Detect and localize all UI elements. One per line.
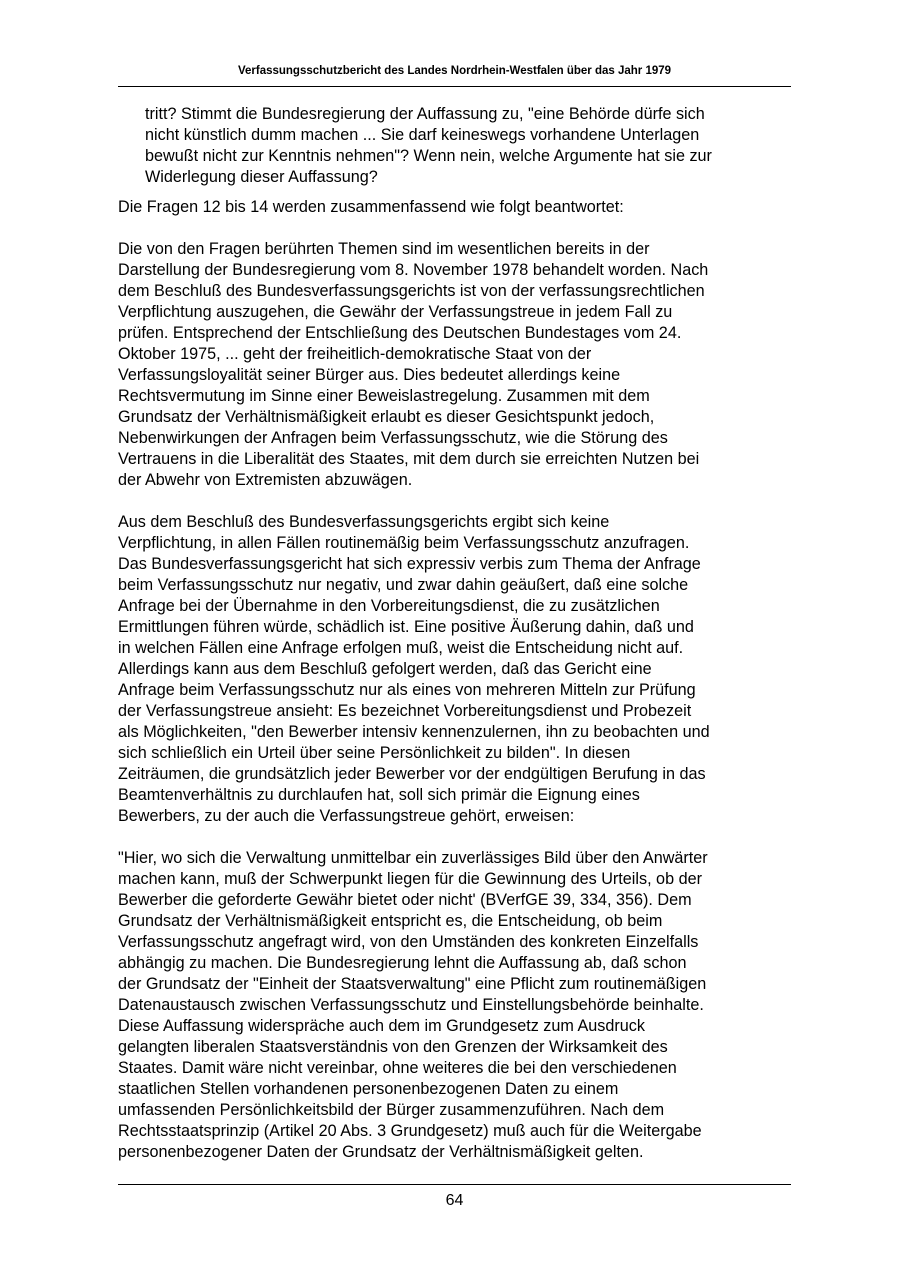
text-line: der Grundsatz der "Einheit der Staatsverwaltung" eine Pflicht zum routinemäßigen bbox=[118, 975, 707, 993]
text-line: Bewerbers, zu der auch die Verfassungstreue gehört, erweisen: bbox=[118, 807, 575, 825]
text-line: Nebenwirkungen der Anfragen beim Verfassungsschutz, wie die Störung des bbox=[118, 429, 668, 447]
text-line: Anfrage bei der Übernahme in den Vorbereitungsdienst, die zu zusätzlichen bbox=[118, 597, 660, 615]
text-line: Das Bundesverfassungsgericht hat sich expressiv verbis zum Thema der Anfrage bbox=[118, 555, 701, 573]
text-line: machen kann, muß der Schwerpunkt liegen für die Gewinnung des Urteils, ob der bbox=[118, 870, 702, 888]
text-line: Verfassungsloyalität seiner Bürger aus. Dies bedeutet allerdings keine bbox=[118, 366, 621, 384]
text-line: beim Verfassungsschutz nur negativ, und zwar dahin geäußert, daß eine solche bbox=[118, 576, 689, 594]
text-line: Allerdings kann aus dem Beschluß gefolgert werden, daß das Gericht eine bbox=[118, 660, 652, 678]
text-line: der Abwehr von Extremisten abzuwägen. bbox=[118, 471, 413, 489]
body-paragraph bbox=[118, 239, 791, 491]
text-line: dem Beschluß des Bundesverfassungsgerichts ist von der verfassungsrechtlichen bbox=[118, 282, 705, 300]
text-line: Rechtsvermutung im Sinne einer Beweislastregelung. Zusammen mit dem bbox=[118, 387, 650, 405]
text-line: Staates. Damit wäre nicht vereinbar, ohne weiteres die bei den verschiedenen bbox=[118, 1059, 677, 1077]
text-line: sich schließlich ein Urteil über seine Persönlichkeit zu bilden". In diesen bbox=[118, 744, 631, 762]
page-number: 64 bbox=[445, 1192, 464, 1209]
body-text bbox=[118, 104, 791, 1184]
text-line: Zeiträumen, die grundsätzlich jeder Bewerber vor der endgültigen Berufung in das bbox=[118, 765, 706, 783]
text-line: gelangten liberalen Staatsverständnis von den Grenzen der Wirksamkeit des bbox=[118, 1038, 668, 1056]
text-line: Grundsatz der Verhältnismäßigkeit entspricht es, die Entscheidung, ob beim bbox=[118, 912, 663, 930]
text-line: Grundsatz der Verhältnismäßigkeit erlaubt es dieser Gesichtspunkt jedoch, bbox=[118, 408, 655, 426]
indented-question-paragraph bbox=[145, 104, 791, 188]
text-line: Oktober 1975, ... geht der freiheitlich-demokratische Staat von der bbox=[118, 345, 592, 363]
text-line: Aus dem Beschluß des Bundesverfassungsgerichts ergibt sich keine bbox=[118, 513, 610, 531]
text-line: Die von den Fragen berührten Themen sind im wesentlichen bereits in der bbox=[118, 240, 650, 258]
text-line: Diese Auffassung widerspräche auch dem im Grundgesetz zum Ausdruck bbox=[118, 1017, 645, 1035]
body-paragraph bbox=[118, 512, 791, 827]
body-paragraph bbox=[118, 848, 791, 1163]
text-line: der Verfassungstreue ansieht: Es bezeichnet Vorbereitungsdienst und Probezeit bbox=[118, 702, 692, 720]
text-line: personenbezogener Daten der Grundsatz der Verhältnismäßigkeit gelten. bbox=[118, 1143, 644, 1161]
text-line: Verpflichtung, in allen Fällen routinemäßig beim Verfassungsschutz anzufragen. bbox=[118, 534, 690, 552]
text-line: bewußt nicht zur Kenntnis nehmen"? Wenn nein, welche Argumente hat sie zur bbox=[145, 147, 712, 165]
answer-intro-paragraph bbox=[118, 197, 791, 218]
text-line: Die Fragen 12 bis 14 werden zusammenfassend wie folgt beantwortet: bbox=[118, 198, 624, 216]
text-line: Rechtsstaatsprinzip (Artikel 20 Abs. 3 Grundgesetz) muß auch für die Weitergabe bbox=[118, 1122, 702, 1140]
text-line: Ermittlungen führen würde, schädlich ist. Eine positive Äußerung dahin, daß und bbox=[118, 618, 694, 636]
text-line: Widerlegung dieser Auffassung? bbox=[145, 168, 378, 186]
text-line: Datenaustausch zwischen Verfassungsschutz und Einstellungsbehörde beinhalte. bbox=[118, 996, 704, 1014]
running-header: Verfassungsschutzbericht des Landes Nordrhein-Westfalen über das Jahr 1979 bbox=[237, 65, 672, 77]
text-line: Vertrauens in die Liberalität des Staates, mit dem durch sie erreichten Nutzen bei bbox=[118, 450, 700, 468]
text-line: staatlichen Stellen vorhandenen personenbezogenen Daten zu einem bbox=[118, 1080, 619, 1098]
text-line: Verfassungsschutz angefragt wird, von den Umständen des konkreten Einzelfalls bbox=[118, 933, 699, 951]
text-line: als Möglichkeiten, "den Bewerber intensiv kennenzulernen, ihn zu beobachten und bbox=[118, 723, 710, 741]
text-line: Anfrage beim Verfassungsschutz nur als eines von mehreren Mitteln zur Prüfung bbox=[118, 681, 696, 699]
text-line: prüfen. Entsprechend der Entschließung des Deutschen Bundestages vom 24. bbox=[118, 324, 682, 342]
text-line: "Hier, wo sich die Verwaltung unmittelbar ein zuverlässiges Bild über den Anwärter bbox=[118, 849, 708, 867]
text-line: in welchen Fällen eine Anfrage erfolgen muß, weist die Entscheidung nicht auf. bbox=[118, 639, 684, 657]
text-line: nicht künstlich dumm machen ... Sie darf keineswegs vorhandene Unterlagen bbox=[145, 126, 700, 144]
text-line: tritt? Stimmt die Bundesregierung der Auffassung zu, "eine Behörde dürfe sich bbox=[145, 105, 705, 123]
footer-rule bbox=[118, 1184, 791, 1185]
text-line: Verpflichtung auszugehen, die Gewähr der Verfassungstreue in jedem Fall zu bbox=[118, 303, 673, 321]
text-line: abhängig zu machen. Die Bundesregierung lehnt die Auffassung ab, daß schon bbox=[118, 954, 687, 972]
text-line: umfassenden Persönlichkeitsbild der Bürger zusammenzuführen. Nach dem bbox=[118, 1101, 665, 1119]
text-line: Beamtenverhältnis zu durchlaufen hat, soll sich primär die Eignung eines bbox=[118, 786, 640, 804]
header-rule bbox=[118, 86, 791, 87]
text-line: Bewerber die geforderte Gewähr bietet oder nicht' (BVerfGE 39, 334, 356). Dem bbox=[118, 891, 692, 909]
text-line: Darstellung der Bundesregierung vom 8. November 1978 behandelt worden. Nach bbox=[118, 261, 709, 279]
